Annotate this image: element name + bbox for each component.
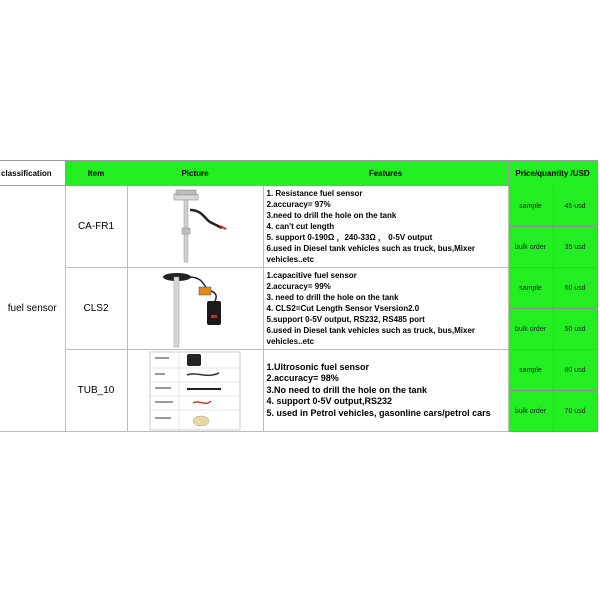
feature-line: 2.accuracy= 98% [266, 373, 339, 384]
qty-sample: sample [508, 350, 553, 391]
header-row [0, 161, 597, 186]
price-sample: 45 usd [553, 186, 597, 227]
price-bulk-order: 50 usd [553, 309, 597, 350]
feature-line: 3. need to drill the hole on the tank [266, 293, 399, 302]
header-features: Features [263, 161, 508, 186]
feature-line: 5.support 0-5V output, RS232, RS485 port [266, 315, 425, 324]
resistance-fuel-sensor-photo [160, 188, 230, 266]
feature-line: 5. used in Petrol vehicles, gasonline cars/petrol cars [266, 407, 491, 418]
features-cls2 [263, 268, 508, 350]
product-price-table-sheet [0, 160, 600, 432]
item-tub-10: TUB_10 [65, 350, 127, 432]
feature-line: 6.used in Diesel tank vehicles such as truck, bus,Mixer vehicles..etc [266, 326, 476, 346]
price-bulk-order: 35 usd [553, 227, 597, 268]
product-price-table [0, 160, 598, 432]
price-bulk-order: 70 usd [553, 391, 597, 432]
product-row-tub10-sample [0, 350, 597, 391]
header-item: Item [65, 161, 127, 186]
product-row-ca-fr1-sample [0, 186, 597, 227]
picture-ca-fr1 [127, 186, 263, 268]
feature-line: 3.need to drill the hole on the tank [266, 211, 397, 220]
qty-sample: sample [508, 186, 553, 227]
price-sample: 60 usd [553, 268, 597, 309]
qty-bulk-order: bulk order [508, 391, 553, 432]
feature-line: 4. CLS2=Cut Length Sensor Vsersion2.0 [266, 304, 420, 313]
header-price-quantity: Price/quantity /USD [508, 161, 597, 186]
ultrasonic-sensor-kit-photo [149, 351, 241, 431]
capacitive-fuel-sensor-photo [155, 269, 235, 349]
qty-bulk-order: bulk order [508, 227, 553, 268]
item-cls2: CLS2 [65, 268, 127, 350]
feature-line: 4. can't cut length [266, 222, 335, 231]
qty-bulk-order: bulk order [508, 309, 553, 350]
qty-sample: sample [508, 268, 553, 309]
feature-line: 1. Resistance fuel sensor [266, 189, 363, 198]
header-picture: Picture [127, 161, 263, 186]
feature-line: 1.capacitive fuel sensor [266, 271, 357, 280]
item-ca-fr1: CA-FR1 [65, 186, 127, 268]
feature-line: 3.No need to drill the hole on the tank [266, 384, 428, 395]
feature-line: 4. support 0-5V output,RS232 [266, 396, 393, 407]
price-sample: 80 usd [553, 350, 597, 391]
features-ca-fr1 [263, 186, 508, 268]
feature-line: 5. support 0-190Ω ，240-33Ω ， 0-5V output [266, 233, 433, 242]
features-tub-10 [263, 350, 508, 432]
feature-line: 1.Ultrosonic fuel sensor [266, 361, 370, 372]
category-cell: fuel sensor [0, 186, 65, 432]
picture-tub-10 [127, 350, 263, 432]
picture-cls2 [127, 268, 263, 350]
feature-line: 6.used in Diesel tank vehicles such as truck, bus,Mixer vehicles..etc [266, 244, 476, 264]
feature-line: 2.accuracy= 99% [266, 282, 331, 291]
header-classification: classification [0, 161, 65, 186]
feature-line: 2.accuracy= 97% [266, 200, 331, 209]
product-row-cls2-sample [0, 268, 597, 309]
